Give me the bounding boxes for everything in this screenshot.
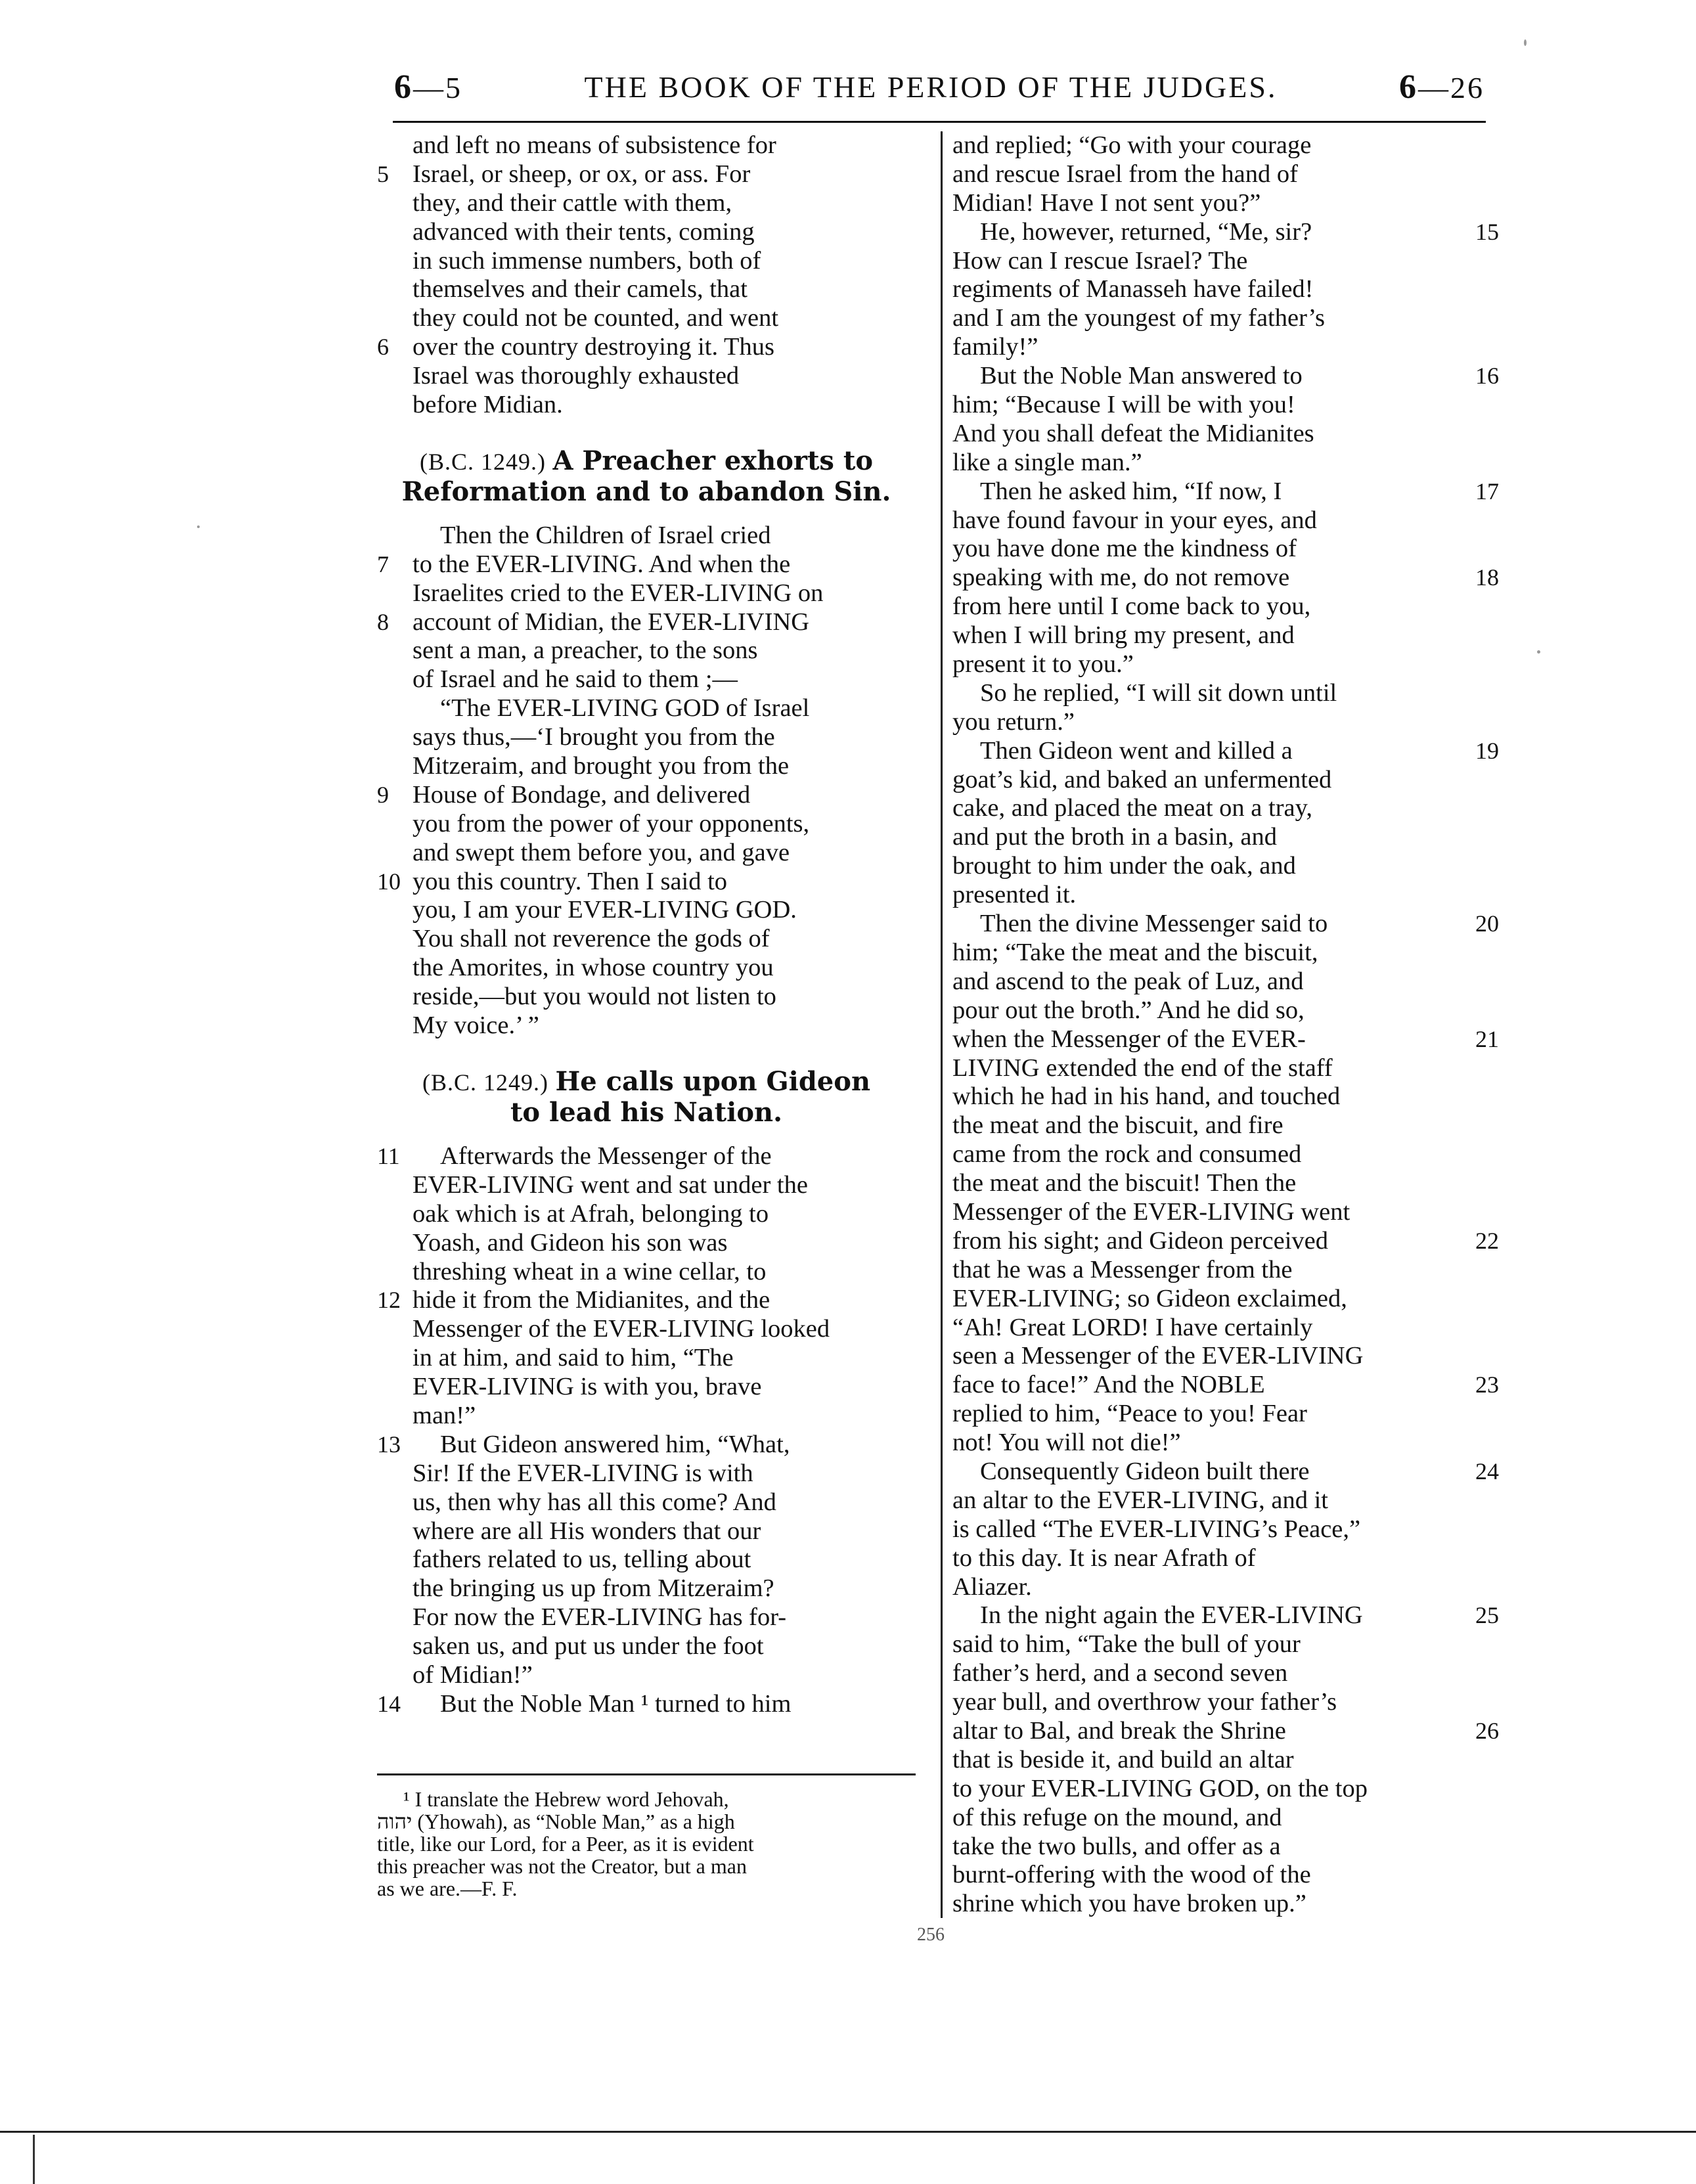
line-text: pour out the broth.” And he did so,: [952, 996, 1305, 1024]
line-text: House of Bondage, and delivered: [413, 780, 751, 809]
text-line: [952, 1342, 1504, 1371]
text-line: [952, 1400, 1504, 1429]
line-text: EVER-LIVING; so Gideon exclaimed,: [952, 1284, 1347, 1312]
scan-speck: [1537, 650, 1540, 654]
line-text: Midian! Have I not sent you?”: [952, 189, 1261, 217]
line-text: For now the EVER-LIVING has for-: [413, 1603, 787, 1632]
line-text: Then he asked him, “If now, I: [980, 477, 1282, 505]
scan-speck: [197, 525, 200, 528]
line-text: So he replied, “I will sit down until: [980, 679, 1337, 707]
line-text: replied to him, “Peace to you! Fear: [952, 1400, 1307, 1428]
text-line: [952, 1429, 1504, 1458]
text-line: [952, 823, 1504, 852]
text-line: [952, 1054, 1504, 1083]
text-line: [952, 1227, 1504, 1256]
footnote-line: ¹ I translate the Hebrew word Jehovah,: [403, 1787, 729, 1811]
text-line: [952, 910, 1504, 939]
verse-number: 10: [377, 868, 401, 895]
running-head-right-ref: 6—26: [1399, 68, 1484, 106]
line-text: EVER-LIVING is with you, brave: [413, 1373, 762, 1401]
text-line: [952, 621, 1504, 650]
text-line: [952, 391, 1504, 420]
text-line: [372, 522, 921, 550]
text-line: [952, 650, 1504, 679]
line-text: But the Noble Man ¹ turned to him: [440, 1689, 792, 1718]
line-text: presented it.: [952, 881, 1077, 909]
line-text: How can I rescue Israel? The: [952, 246, 1248, 275]
text-line: [952, 1486, 1504, 1515]
text-line: [952, 766, 1504, 795]
line-text: “Ah! Great LORD! I have certainly: [952, 1313, 1313, 1341]
line-text: they, and their cattle with them,: [413, 189, 732, 217]
line-text: reside,—but you would not listen to: [413, 983, 776, 1011]
text-line: [952, 1804, 1504, 1833]
head-rule: [393, 121, 1486, 123]
left-column: [372, 131, 921, 1719]
line-text: and put the broth in a basin, and: [952, 823, 1277, 851]
line-text: is called “The EVER-LIVING’s Peace,”: [952, 1515, 1361, 1543]
line-text: have found favour in your eyes, and: [952, 506, 1317, 534]
line-text: that he was a Messenger from the: [952, 1255, 1293, 1283]
text-line: [952, 218, 1504, 247]
line-text: You shall not reverence the gods of: [413, 925, 770, 953]
line-text: of Midian!”: [413, 1660, 533, 1689]
line-text: you this country. Then I said to: [413, 867, 728, 895]
text-line: [952, 478, 1504, 506]
line-text: He, however, returned, “Me, sir?: [980, 217, 1312, 246]
left-block-2: [372, 522, 921, 1040]
line-text: and I am the youngest of my father’s: [952, 304, 1326, 332]
text-line: [372, 1258, 921, 1287]
text-line: [952, 1371, 1504, 1400]
line-text: face to face!” And the NOBLE: [952, 1371, 1265, 1399]
text-line: [372, 275, 921, 304]
text-line: [952, 852, 1504, 881]
text-line: [952, 506, 1504, 535]
line-text: Yoash, and Gideon his son was: [413, 1228, 728, 1257]
text-line: [372, 131, 921, 160]
text-line: [372, 839, 921, 868]
line-text: father’s herd, and a second seven: [952, 1659, 1288, 1687]
text-line: [372, 954, 921, 983]
line-text: over the country destroying it. Thus: [413, 333, 775, 361]
footnote-line: title, like our Lord, for a Peer, as it is evident: [377, 1832, 754, 1856]
line-text: man!”: [413, 1401, 476, 1429]
line-text: the bringing us up from Mitzeraim?: [413, 1574, 774, 1603]
running-head-title: THE BOOK OF THE PERIOD OF THE JUDGES.: [584, 70, 1278, 104]
text-line: [372, 1690, 921, 1719]
text-line: [372, 218, 921, 247]
text-line: [372, 1171, 921, 1200]
heading-date: (B.C. 1249.): [422, 1069, 548, 1096]
line-text: regiments of Manasseh have failed!: [952, 275, 1314, 303]
scan-speck: [1524, 39, 1527, 46]
text-line: [372, 810, 921, 839]
section-heading-preacher: [372, 446, 921, 507]
line-text: Then the divine Messenger said to: [980, 910, 1328, 938]
text-line: [952, 1861, 1504, 1890]
text-line: [372, 1315, 921, 1344]
line-text: of Israel and he said to them ;—: [413, 665, 738, 694]
line-text: you, I am your EVER-LIVING GOD.: [413, 896, 797, 924]
verse-number: 24: [1475, 1458, 1499, 1484]
line-text: advanced with their tents, coming: [413, 217, 755, 246]
text-line: [952, 1544, 1504, 1573]
heading-line-1: He calls upon Gideon: [555, 1065, 871, 1097]
verse-number: 17: [1475, 478, 1499, 504]
text-line: [952, 275, 1504, 304]
verse-number: 9: [377, 781, 389, 808]
footnote-line: this preacher was not the Creator, but a man: [377, 1854, 747, 1878]
line-text: to your EVER-LIVING GOD, on the top: [952, 1774, 1368, 1802]
text-line: [372, 1373, 921, 1402]
line-text: when I will bring my present, and: [952, 621, 1295, 650]
text-line: [372, 1229, 921, 1258]
footnote-line: יהוה (Yhowah), as “Noble Man,” as a high: [377, 1810, 735, 1833]
verse-number: 16: [1475, 363, 1499, 390]
line-text: threshing wheat in a wine cellar, to: [413, 1257, 767, 1285]
verse-number: 20: [1475, 910, 1499, 937]
text-line: [372, 1546, 921, 1574]
verse-number: 11: [377, 1142, 400, 1169]
line-text: Afterwards the Messenger of the: [440, 1142, 772, 1170]
text-line: [372, 1632, 921, 1661]
line-text: him; “Because I will be with you!: [952, 391, 1295, 419]
line-text: from here until I come back to you,: [952, 592, 1311, 621]
text-line: [372, 160, 921, 189]
text-line: [952, 1515, 1504, 1544]
line-text: him; “Take the meat and the biscuit,: [952, 938, 1318, 966]
line-text: But Gideon answered him, “What,: [440, 1430, 790, 1458]
line-text: take the two bulls, and offer as a: [952, 1832, 1281, 1860]
text-line: [372, 304, 921, 333]
verse-number: 18: [1475, 564, 1499, 591]
text-line: [952, 564, 1504, 592]
verse-number: 7: [377, 550, 389, 577]
line-text: hide it from the Midianites, and the: [413, 1286, 770, 1314]
text-line: [952, 1285, 1504, 1314]
verse-number: 21: [1475, 1025, 1499, 1052]
text-line: [372, 1460, 921, 1488]
line-text: family!”: [952, 333, 1038, 361]
text-line: [372, 1488, 921, 1517]
text-line: [372, 247, 921, 276]
text-line: [372, 636, 921, 665]
text-line: [372, 1603, 921, 1632]
line-text: themselves and their camels, that: [413, 275, 748, 303]
line-text: of this refuge on the mound, and: [952, 1803, 1282, 1831]
text-line: [952, 160, 1504, 189]
line-text: you from the power of your opponents,: [413, 809, 810, 837]
line-text: cake, and placed the meat on a tray,: [952, 794, 1312, 822]
text-line: [372, 1286, 921, 1315]
text-line: [952, 1833, 1504, 1861]
verse-number: 26: [1475, 1717, 1499, 1744]
verse-number: 19: [1475, 737, 1499, 764]
text-line: [952, 420, 1504, 449]
line-text: the Amorites, in whose country you: [413, 954, 774, 982]
line-text: Messenger of the EVER-LIVING looked: [413, 1315, 830, 1343]
line-text: altar to Bal, and break the Shrine: [952, 1716, 1286, 1745]
text-line: [952, 794, 1504, 823]
line-text: burnt-offering with the wood of the: [952, 1861, 1311, 1889]
text-line: [372, 1142, 921, 1171]
line-text: and left no means of subsistence for: [413, 131, 776, 159]
line-text: us, then why has all this come? And: [413, 1488, 776, 1516]
text-line: [952, 1458, 1504, 1486]
verse-number: 8: [377, 608, 389, 635]
text-line: [952, 1314, 1504, 1343]
text-line: [372, 608, 921, 637]
text-line: [372, 781, 921, 810]
text-line: [372, 362, 921, 391]
text-line: [372, 333, 921, 362]
line-text: present it to you.”: [952, 650, 1134, 679]
text-line: [372, 896, 921, 925]
text-line: [952, 1573, 1504, 1602]
line-text: in at him, and said to him, “The: [413, 1344, 734, 1372]
line-text: like a single man.”: [952, 448, 1142, 476]
text-line: [372, 868, 921, 897]
line-text: In the night again the EVER-LIVING: [980, 1601, 1363, 1630]
text-line: [952, 362, 1504, 391]
text-line: [372, 665, 921, 694]
text-line: [952, 131, 1504, 160]
line-text: year bull, and overthrow your father’s: [952, 1688, 1337, 1716]
heading-date: (B.C. 1249.): [419, 448, 546, 475]
footnote-line: as we are.—F. F.: [377, 1877, 518, 1900]
text-line: [952, 535, 1504, 564]
page-number: 256: [917, 1925, 945, 1945]
text-line: [952, 881, 1504, 910]
line-text: you return.”: [952, 707, 1075, 736]
line-text: shrine which you have broken up.”: [952, 1890, 1306, 1918]
text-line: [952, 304, 1504, 333]
text-line: [372, 1431, 921, 1460]
footnote-rule: [377, 1773, 916, 1775]
left-block-3: [372, 1142, 921, 1719]
text-line: [372, 579, 921, 608]
line-text: came from the rock and consumed: [952, 1140, 1302, 1169]
text-line: [372, 1517, 921, 1546]
line-text: and rescue Israel from the hand of: [952, 160, 1298, 188]
text-line: [952, 1717, 1504, 1746]
left-block-1: [372, 131, 921, 420]
text-line: [372, 723, 921, 752]
line-text: in such immense numbers, both of: [413, 246, 761, 275]
line-text: where are all His wonders that our: [413, 1517, 761, 1545]
heading-line-2: Reformation and to abandon Sin.: [401, 476, 891, 507]
text-line: [372, 1012, 921, 1040]
line-text: brought to him under the oak, and: [952, 852, 1296, 880]
line-text: Mitzeraim, and brought you from the: [413, 752, 790, 780]
text-line: [372, 1661, 921, 1690]
text-line: [372, 1402, 921, 1431]
text-line: [952, 1198, 1504, 1227]
line-text: account of Midian, the EVER-LIVING: [413, 608, 810, 636]
line-text: “The EVER-LIVING GOD of Israel: [440, 694, 810, 723]
text-line: [952, 939, 1504, 968]
line-text: speaking with me, do not remove: [952, 564, 1290, 592]
text-line: [952, 968, 1504, 996]
line-text: LIVING extended the end of the staff: [952, 1054, 1333, 1082]
text-line: [952, 996, 1504, 1025]
line-text: goat’s kid, and baked an unfermented: [952, 765, 1332, 793]
line-text: to the EVER-LIVING. And when the: [413, 550, 791, 578]
line-text: when the Messenger of the EVER-: [952, 1025, 1306, 1053]
line-text: Israel was thoroughly exhausted: [413, 362, 740, 390]
line-text: But the Noble Man answered to: [980, 362, 1303, 390]
text-line: [952, 1746, 1504, 1775]
text-line: [952, 1630, 1504, 1659]
text-line: [952, 189, 1504, 218]
scan-bottom-rule: [0, 2131, 1696, 2133]
text-line: [952, 592, 1504, 621]
verse-number: 23: [1475, 1371, 1499, 1398]
line-text: you have done me the kindness of: [952, 535, 1297, 563]
verse-number: 14: [377, 1690, 401, 1717]
text-line: [372, 1200, 921, 1229]
verse-number: 5: [377, 160, 389, 187]
text-line: [952, 1025, 1504, 1054]
line-text: an altar to the EVER-LIVING, and it: [952, 1486, 1328, 1514]
text-line: [952, 1256, 1504, 1285]
text-line: [952, 1111, 1504, 1140]
line-text: the meat and the biscuit! Then the: [952, 1169, 1297, 1197]
text-line: [952, 333, 1504, 362]
line-text: and replied; “Go with your courage: [952, 131, 1312, 159]
footnote: [377, 1788, 922, 1900]
line-text: not! You will not die!”: [952, 1429, 1181, 1457]
running-head-left-ref: 6—5: [394, 68, 462, 106]
line-text: and ascend to the peak of Luz, and: [952, 967, 1304, 995]
text-line: [952, 247, 1504, 276]
verse-number: 15: [1475, 218, 1499, 245]
text-line: [372, 752, 921, 781]
line-text: Sir! If the EVER-LIVING is with: [413, 1459, 753, 1487]
text-line: [952, 1140, 1504, 1169]
scan-edge-mark: [33, 2135, 35, 2184]
line-text: Then Gideon went and killed a: [980, 736, 1293, 765]
text-line: [372, 189, 921, 218]
line-text: fathers related to us, telling about: [413, 1546, 751, 1574]
line-text: that is beside it, and build an altar: [952, 1745, 1294, 1773]
running-head: [394, 66, 1484, 108]
section-heading-gideon: [372, 1067, 921, 1128]
line-text: Israel, or sheep, or ox, or ass. For: [413, 160, 751, 188]
text-line: [952, 1082, 1504, 1111]
text-line: [372, 550, 921, 579]
column-divider: [941, 131, 943, 1918]
verse-number: 12: [377, 1287, 401, 1314]
line-text: before Midian.: [413, 391, 563, 419]
text-line: [952, 1890, 1504, 1919]
line-text: EVER-LIVING went and sat under the: [413, 1170, 808, 1199]
line-text: to this day. It is near Afrath of: [952, 1544, 1256, 1572]
text-line: [372, 925, 921, 954]
text-line: [952, 708, 1504, 737]
text-line: [372, 1344, 921, 1373]
verse-number: 22: [1475, 1227, 1499, 1254]
verse-number: 13: [377, 1431, 401, 1458]
line-text: they could not be counted, and went: [413, 304, 779, 332]
line-text: says thus,—‘I brought you from the: [413, 723, 775, 751]
line-text: sent a man, a preacher, to the sons: [413, 636, 758, 665]
text-line: [952, 1601, 1504, 1630]
text-line: [952, 449, 1504, 478]
text-line: [372, 694, 921, 723]
text-line: [372, 1574, 921, 1603]
text-line: [952, 1688, 1504, 1717]
line-text: Israelites cried to the EVER-LIVING on: [413, 579, 824, 607]
text-line: [952, 1775, 1504, 1804]
text-line: [952, 1659, 1504, 1688]
heading-line-2: to lead his Nation.: [510, 1096, 783, 1128]
line-text: which he had in his hand, and touched: [952, 1082, 1341, 1111]
line-text: saken us, and put us under the foot: [413, 1632, 764, 1660]
line-text: And you shall defeat the Midianites: [952, 419, 1314, 447]
line-text: and swept them before you, and gave: [413, 838, 790, 866]
line-text: the meat and the biscuit, and fire: [952, 1111, 1283, 1140]
line-text: said to him, “Take the bull of your: [952, 1630, 1301, 1659]
line-text: My voice.’ ”: [413, 1012, 539, 1040]
line-text: from his sight; and Gideon perceived: [952, 1226, 1329, 1255]
line-text: Aliazer.: [952, 1572, 1032, 1601]
verse-number: 6: [377, 334, 389, 361]
line-text: seen a Messenger of the EVER-LIVING: [952, 1342, 1364, 1370]
text-line: [372, 391, 921, 420]
text-line: [372, 983, 921, 1012]
line-text: oak which is at Afrah, belonging to: [413, 1199, 769, 1228]
verse-number: 25: [1475, 1602, 1499, 1629]
line-text: Messenger of the EVER-LIVING went: [952, 1197, 1350, 1226]
line-text: Then the Children of Israel cried: [440, 521, 771, 549]
right-column: [952, 131, 1504, 1919]
text-line: [952, 679, 1504, 708]
text-line: [952, 1169, 1504, 1198]
heading-line-1: A Preacher exhorts to: [552, 445, 874, 476]
text-line: [952, 737, 1504, 766]
line-text: Consequently Gideon built there: [980, 1457, 1310, 1485]
